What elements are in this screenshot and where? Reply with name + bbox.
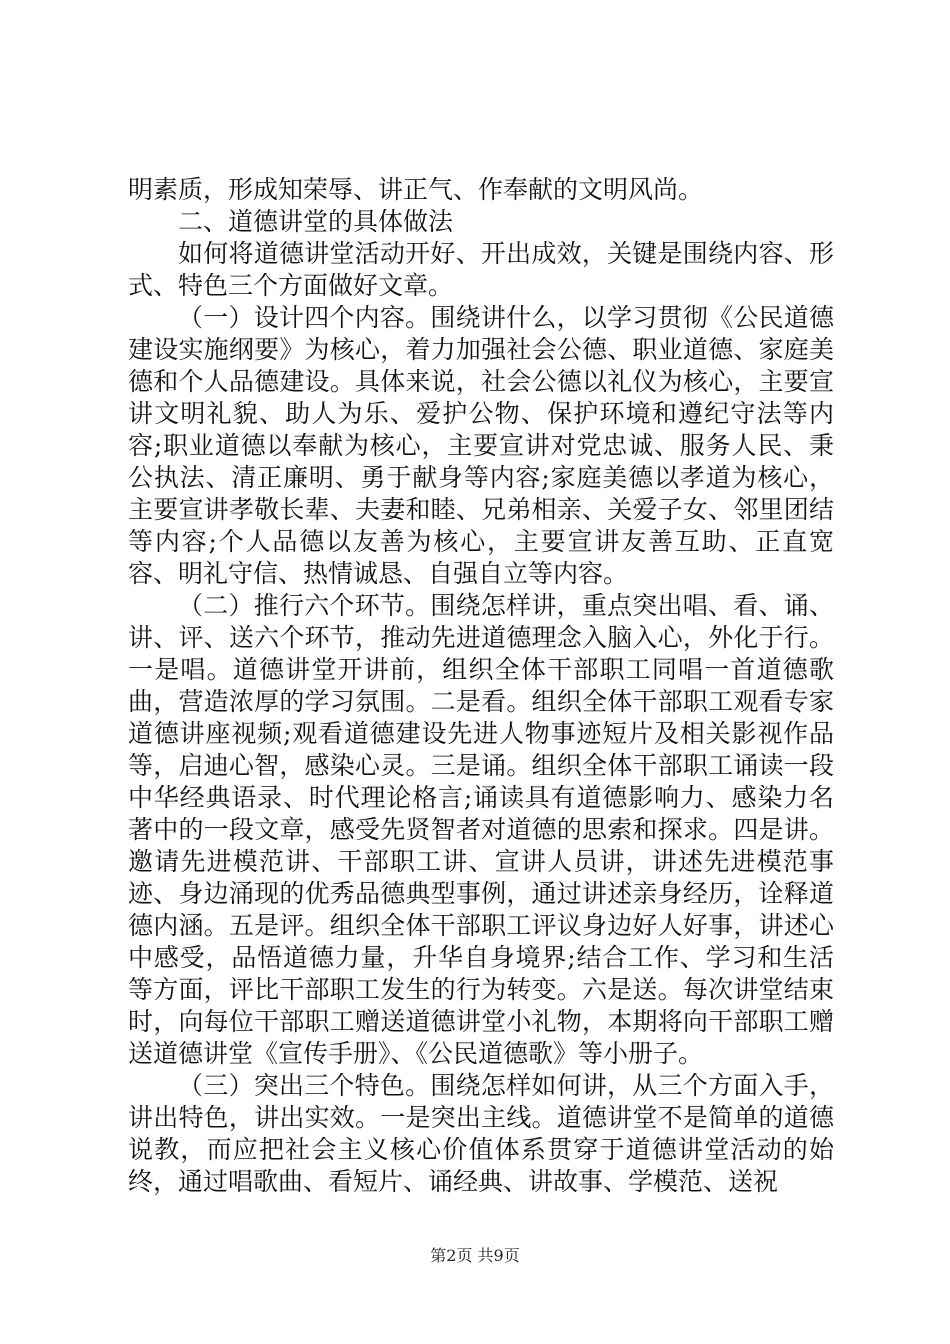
document-body — [128, 174, 834, 1198]
paragraph-continuation: 明素质，形成知荣辱、讲正气、作奉献的文明风尚。 — [128, 175, 704, 204]
paragraph-part-one: （一）设计四个内容。围绕讲什么，以学习贯彻《公民道德建设实施纲要》为核心，着力加强社会公德、职业道德、家庭美德和个人品德建设。具体来说，社会公德以礼仪为核心，主要宣讲文明礼貌、助人为乐、爱护公物、保护环境和遵纪守法等内容;职业道德以奉献为核心，主要宣讲对党忠诚、服务人民、秉公执法、清正廉明、勇于献身等内容;家庭美德以孝道为核心，主要宣讲孝敬长辈、夫妻和睦、兄弟相亲、关爱子女、邻里团结等内容;个人品德以友善为核心，主要宣讲友善互助、正直宽容、明礼守信、热情诚恳、自强自立等内容。 — [128, 303, 834, 588]
section-heading: 二、道德讲堂的具体做法 — [178, 207, 454, 236]
paragraph-intro: 如何将道德讲堂活动开好、开出成效，关键是围绕内容、形式、特色三个方面做好文章。 — [128, 239, 834, 300]
page-number-footer: 第2页 共9页 — [430, 1246, 520, 1265]
paragraph-part-two: （二）推行六个环节。围绕怎样讲，重点突出唱、看、诵、讲、评、送六个环节，推动先进道德理念入脑入心，外化于行。一是唱。道德讲堂开讲前，组织全体干部职工同唱一首道德歌曲，营造浓厚的学习氛围。二是看。组织全体干部职工观看专家道德讲座视频;观看道德建设先进人物事迹短片及相关影视作品等，启迪心智，感染心灵。三是诵。组织全体干部职工诵读一段中华经典语录、时代理论格言;诵读具有道德影响力、感染力名著中的一段文章，感受先贤智者对道德的思索和探求。四是讲。邀请先进模范讲、干部职工讲、宣讲人员讲，讲述先进模范事迹、身边涌现的优秀品德典型事例，通过讲述亲身经历，诠释道德内涵。五是评。组织全体干部职工评议身边好人好事，讲述心中感受，品悟道德力量，升华自身境界;结合工作、学习和生活等方面，评比干部职工发生的行为转变。六是送。每次讲堂结束时，向每位干部职工赠送道德讲堂小礼物，本期将向干部职工赠送道德讲堂《宣传手册》、《公民道德歌》等小册子。 — [128, 591, 834, 1068]
paragraph-part-three: （三）突出三个特色。围绕怎样如何讲，从三个方面入手，讲出特色，讲出实效。一是突出主线。道德讲堂不是简单的道德说教，而应把社会主义核心价值体系贯穿于道德讲堂活动的始终，通过唱歌曲、看短片、诵经典、讲故事、学模范、送祝 — [128, 1071, 834, 1196]
